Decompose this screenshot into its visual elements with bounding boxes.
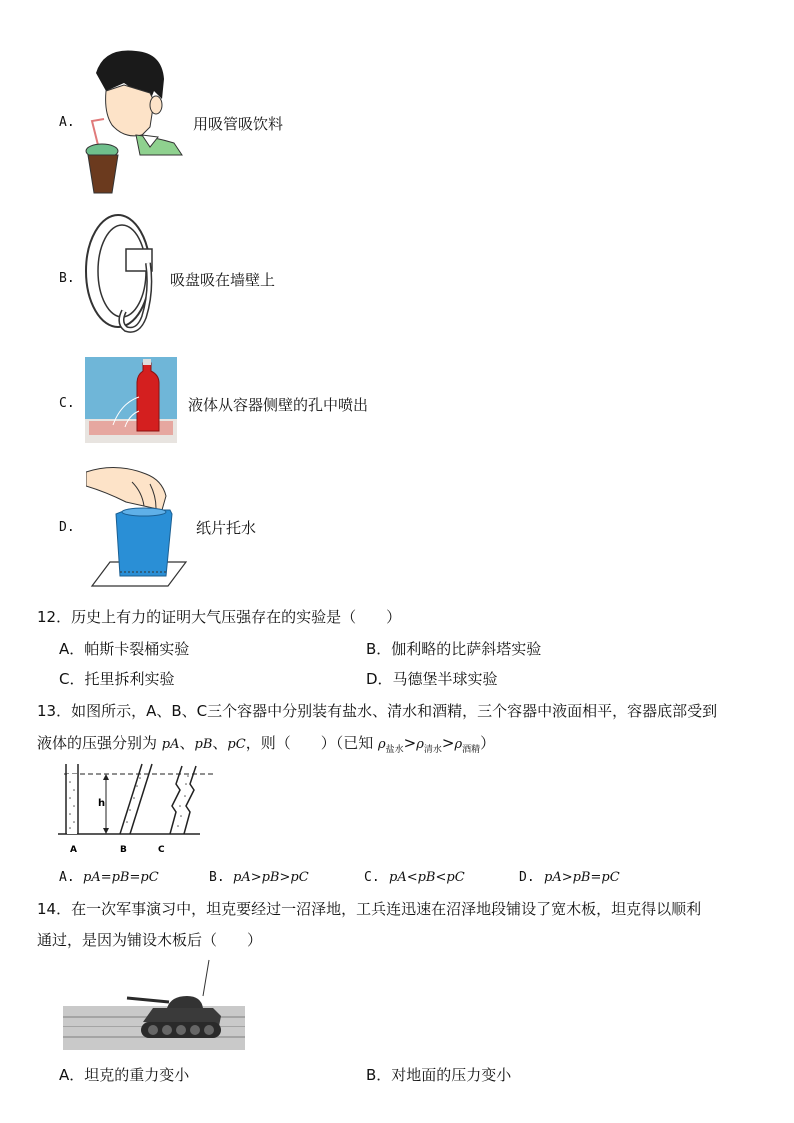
q14-stem-line2: 通过，是因为铺设木板后（ ） (37, 931, 263, 949)
option-d-letter: D. (59, 520, 75, 535)
q12-option-c: C．托里拆利实验 (59, 670, 175, 688)
q12-option-d: D．马德堡半球实验 (366, 670, 498, 688)
option-a-letter: A. (59, 115, 75, 130)
q13-option-a-expr: pA=pB=pC (83, 870, 159, 885)
boy-drinking-straw-image (84, 43, 184, 195)
q12-stem: 12．历史上有力的证明大气压强存在的实验是（ ） (37, 608, 402, 626)
q13-option-a-letter: A. (59, 870, 75, 885)
suction-cup-hook-image (82, 211, 166, 343)
label-a: A (70, 845, 77, 855)
option-b-text: 吸盘吸在墙壁上 (170, 271, 276, 289)
option-d-text: 纸片托水 (196, 519, 257, 537)
q12-option-b: B．伽利略的比萨斜塔实验 (366, 640, 542, 658)
option-b-letter: B. (59, 271, 75, 286)
q13-option-c-letter: C. (364, 870, 380, 885)
option-a-text: 用吸管吸饮料 (193, 115, 284, 133)
q14-option-b: B．对地面的压力变小 (366, 1066, 512, 1084)
option-c-text: 液体从容器侧壁的孔中喷出 (188, 396, 369, 414)
hand-cup-paper-image (86, 462, 190, 590)
label-h: h (98, 798, 106, 809)
q13-option-c-expr: pA<pB<pC (389, 870, 465, 885)
option-c-letter: C. (59, 396, 75, 411)
q13-option-d-expr: pA>pB=pC (544, 870, 620, 885)
tank-photo (63, 956, 245, 1050)
label-c: C (158, 845, 165, 855)
q13-option-b-expr: pA>pB>pC (233, 870, 309, 885)
q14-option-a: A．坦克的重力变小 (59, 1066, 190, 1084)
q13-stem-line2: 液体的压强分别为 pA、pB、pC，则（ ）（已知 $\rho_{盐水}>\rho_{清水}>\rho_{酒精}$） (37, 734, 496, 755)
q13-option-b-letter: B. (209, 870, 225, 885)
q12-option-a: A．帕斯卡裂桶实验 (59, 640, 190, 658)
q13-option-d-letter: D. (519, 870, 535, 885)
q14-stem-line1: 14．在一次军事演习中，坦克要经过一沼泽地，工兵连迅速在沼泽地段铺设了宽木板，坦克得以顺利 (37, 900, 702, 918)
q13-stem-line1: 13．如图所示，A、B、C三个容器中分别装有盐水、清水和酒精，三个容器中液面相平，容器底部受到 (37, 702, 718, 720)
bottle-water-jet-image (85, 357, 177, 443)
label-b: B (120, 845, 127, 855)
three-containers-figure (58, 762, 218, 856)
